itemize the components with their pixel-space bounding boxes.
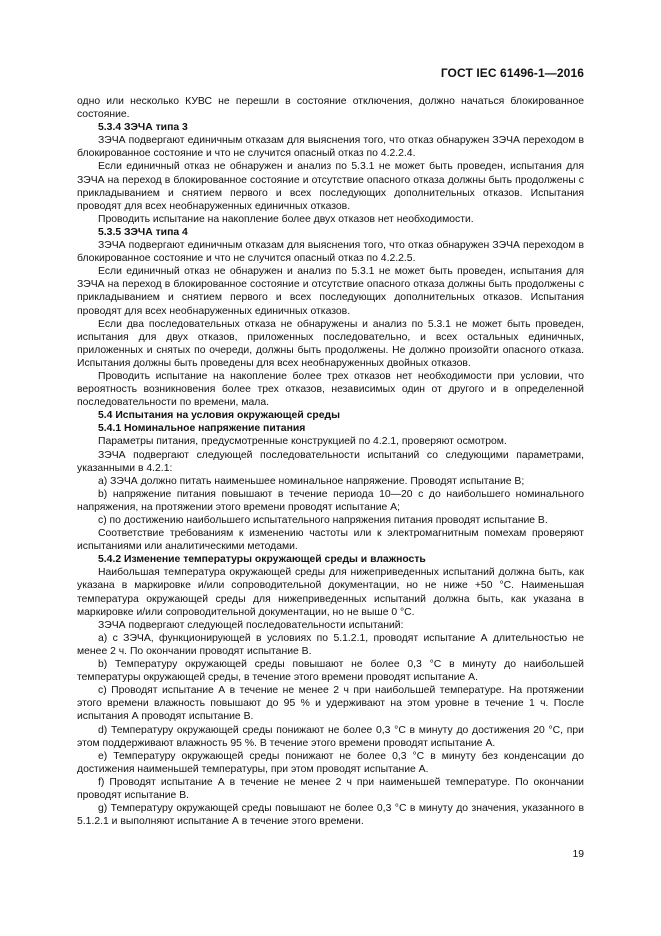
list-item: a) с ЗЭЧА, функционирующей в условиях по 5.1.2.1, проводят испытание А длительностью не менее 2 ч. По окончании проводят испытание В.: [77, 632, 584, 657]
body-paragraph: Параметры питания, предусмотренные конструкцией по 4.2.1, проверяют осмотром.: [98, 436, 507, 448]
section-heading-5-3-4: 5.3.4 ЗЭЧА типа 3: [98, 122, 188, 134]
list-item: b) Температуру окружающей среды повышают не более 0,3 °С в минуту до наибольшей температуры окружающей среды, в течение этого времени проводят испытание А.: [77, 659, 584, 684]
body-paragraph: ЗЭЧА подвергают единичным отказам для выяснения того, что отказ обнаружен ЗЭЧА переходом в блокированное состояние и что не случится опасный отказ по 4.2.2.4.: [77, 135, 584, 160]
section-heading-5-4: 5.4 Испытания на условия окружающей среды: [98, 410, 340, 422]
document-header: ГОСТ IEC 61496-1—2016: [440, 66, 584, 80]
list-item: f) Проводят испытание А в течение не менее 2 ч при наименьшей температуре. По окончании проводят испытание В.: [77, 776, 584, 801]
list-item: d) Температуру окружающей среды понижают не более 0,3 °С в минуту до достижения 20 °С, при этом поддерживают влажность 95 %. В течение этого времени проводят испытание А.: [77, 724, 584, 749]
body-paragraph: одно или несколько КУВС не перешли в состояние отключения, должно начаться блокированное состояние.: [77, 96, 584, 121]
body-paragraph: Если единичный отказ не обнаружен и анализ по 5.3.1 не может быть проведен, испытания для ЗЭЧА на переход в блокированное состояние и отсутствие опасного отказа должны быть продолжены с прикладыванием и снятием первого и всех последующих дополнительных отказов. Испытания проводят для всех необнаруженных единичных отказов.: [77, 266, 584, 317]
list-item: c) Проводят испытание А в течение не менее 2 ч при наибольшей температуре. На протяжении этого времени влажность повышают до 95 % и удерживают на этом уровне в течение 1 ч. После испытания А проводят испытание В.: [77, 685, 584, 723]
body-paragraph: Проводить испытание на накопление более трех отказов нет необходимости при условии, что вероятность возникновения более трех отказов, независимых один от другого и в определенной последовательности по времени, мала.: [77, 370, 584, 409]
body-paragraph: Если единичный отказ не обнаружен и анализ по 5.3.1 не может быть проведен, испытания для ЗЭЧА на переход в блокированное состояние и отсутствие опасного отказа должны быть продолжены с прикладыванием и снятием первого и всех последующих дополнительных отказов. Испытания проводят для всех необнаруженных единичных отказов.: [77, 161, 584, 212]
section-heading-5-4-1: 5.4.1 Номинальное напряжение питания: [98, 423, 306, 435]
body-paragraph: ЗЭЧА подвергают единичным отказам для выяснения того, что отказ обнаружен ЗЭЧА переходом в блокированное состояние и что не случится опасный отказ по 4.2.2.5.: [77, 240, 584, 265]
body-paragraph: ЗЭЧА подвергают следующей последовательности испытаний со следующими параметрами, указанными в 4.2.1:: [77, 449, 584, 474]
page-number: 19: [572, 849, 584, 860]
body-paragraph: ЗЭЧА подвергают следующей последовательности испытаний:: [98, 619, 404, 631]
list-item: c) по достижению наибольшего испытательного напряжения питания проводят испытание В.: [98, 515, 548, 526]
list-item: b) напряжение питания повышают в течение периода 10—20 с до наибольшего номинального напряжения, на протяжении этого времени проводят испытание А;: [77, 488, 584, 513]
section-heading-5-4-2: 5.4.2 Изменение температуры окружающей среды и влажность: [98, 554, 426, 566]
body-paragraph: Наибольшая температура окружающей среды для нижеприведенных испытаний должна быть, как указана в маркировке и/или сопроводительной документации, но не ниже +50 °С. Наименьшая температура окружающей среды для нижеприведенных испытаний должна быть, как указана в маркировке и/или сопроводительной документации, но не выше 0 °С.: [77, 567, 584, 618]
body-paragraph: Проводить испытание на накопление более двух отказов нет необходимости.: [98, 213, 474, 225]
document-body: [77, 95, 584, 828]
list-item: a) ЗЭЧА должно питать наименьшее номинальное напряжение. Проводят испытание В;: [98, 475, 525, 487]
section-heading-5-3-5: 5.3.5 ЗЭЧА типа 4: [98, 226, 188, 238]
body-paragraph: Соответствие требованиям к изменению частоты или к электромагнитным помехам проверяют испытаниями или аналитическими методами.: [77, 528, 584, 553]
body-paragraph: Если два последовательных отказа не обнаружены и анализ по 5.3.1 не может быть проведен, испытания для двух отказов, приложенных последовательно, и всех остальных единичных, приложенных и снятых по очереди, должны быть продолжены. Не должно произойти опасного отказа. Испытания должны быть проведены для всех необнаруженных двойных отказов.: [77, 318, 584, 369]
list-item: e) Температуру окружающей среды понижают не более 0,3 °С в минуту без конденсации до достижения наименьшей температуры, при этом проводят испытание А.: [77, 750, 584, 775]
list-item: g) Температуру окружающей среды повышают не более 0,3 °С в минуту до значения, указанного в 5.1.2.1 и выполняют испытание А в течение этого времени.: [77, 803, 584, 828]
